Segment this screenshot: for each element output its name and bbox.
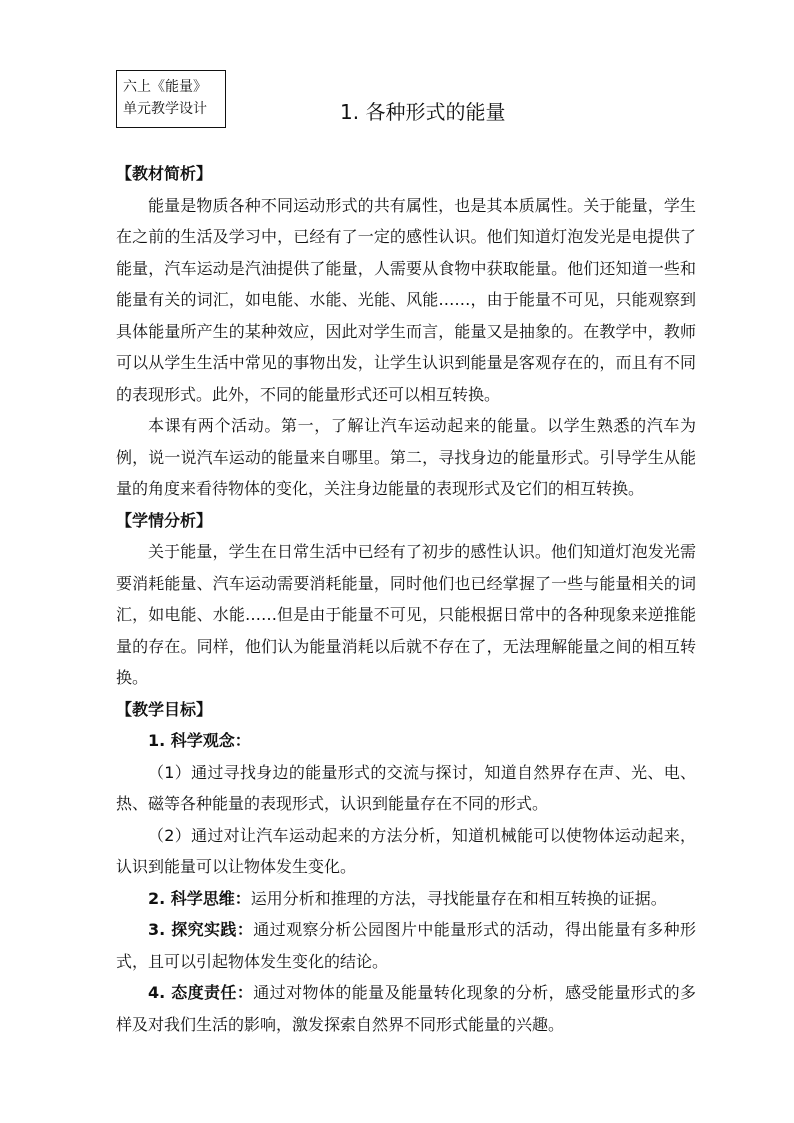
lesson-title: 1. 各种形式的能量	[340, 100, 506, 124]
goal-1-label-text: 1. 科学观念：	[148, 731, 251, 750]
unit-label-line1: 六上《能量》	[123, 79, 207, 95]
goal-4-label: 4. 态度责任：	[148, 983, 254, 1002]
textbook-analysis-paragraph-1: 能量是物质各种不同运动形式的共有属性，也是其本质属性。关于能量，学生在之前的生活及学习中，已经有了一定的感性认识。他们知道灯泡发光是电提供了能量，汽车运动是汽油提供了能量，人需要从食物中获取能量。他们还知道一些和能量有关的词汇，如电能、水能、光能、风能……，由于能量不可见，只能观察到具体能量所产生的某种效应，因此对学生而言，能量又是抽象的。在教学中，教师可以从学生生活中常见的事物出发，让学生认识到能量是客观存在的，而且有不同的表现形式。此外，不同的能量形式还可以相互转换。	[116, 195, 696, 404]
textbook-analysis-paragraph-2: 本课有两个活动。第一，了解让汽车运动起来的能量。以学生熟悉的汽车为例，说一说汽车运动的能量来自哪里。第二，寻找身边的能量形式。引导学生从能量的角度来看待物体的变化，关注身边能量的表现形式及它们的相互转换。	[116, 416, 696, 498]
goal-1-label	[116, 725, 696, 757]
document-body	[116, 158, 696, 1040]
learner-analysis-paragraph: 关于能量，学生在日常生活中已经有了初步的感性认识。他们知道灯泡发光需要消耗能量、汽车运动需要消耗能量，同时他们也已经掌握了一些与能量相关的词汇，如电能、水能……但是由于能量不可见，只能根据日常中的各种现象来逆推能量的存在。同样，他们认为能量消耗以后就不存在了，无法理解能量之间的相互转换。	[116, 542, 696, 687]
goal-1-item-2: （2）通过对让汽车运动起来的方法分析，知道机械能可以使物体运动起来，认识到能量可以让物体发生变化。	[116, 825, 696, 876]
goal-4-text: 通过对物体的能量及能量转化现象的分析，感受能量形式的多样及对我们生活的影响，激发探索自然界不同形式能量的兴趣。	[116, 983, 696, 1034]
teaching-goals-heading: 【教学目标】	[116, 699, 213, 719]
unit-label-line2: 单元教学设计	[123, 101, 207, 117]
goal-2	[116, 883, 696, 915]
textbook-analysis-heading: 【教材简析】	[116, 164, 213, 183]
goal-2-text: 运用分析和推理的方法，寻找能量存在和相互转换的证据。	[250, 888, 667, 908]
goal-3-text: 通过观察分析公园图片中能量形式的活动，得出能量有多种形式，且可以引起物体发生变化的结论。	[116, 920, 696, 971]
goal-3-label: 3. 探究实践：	[148, 920, 254, 939]
goal-3	[116, 914, 696, 977]
goal-4	[116, 977, 696, 1040]
goal-2-label: 2. 科学思维：	[148, 888, 251, 908]
goal-1-item-1: （1）通过寻找身边的能量形式的交流与探讨，知道自然界存在声、光、电、热、磁等各种能量的表现形式，认识到能量存在不同的形式。	[116, 762, 696, 813]
learner-analysis-heading: 【学情分析】	[116, 510, 213, 530]
unit-label-box	[116, 70, 226, 128]
